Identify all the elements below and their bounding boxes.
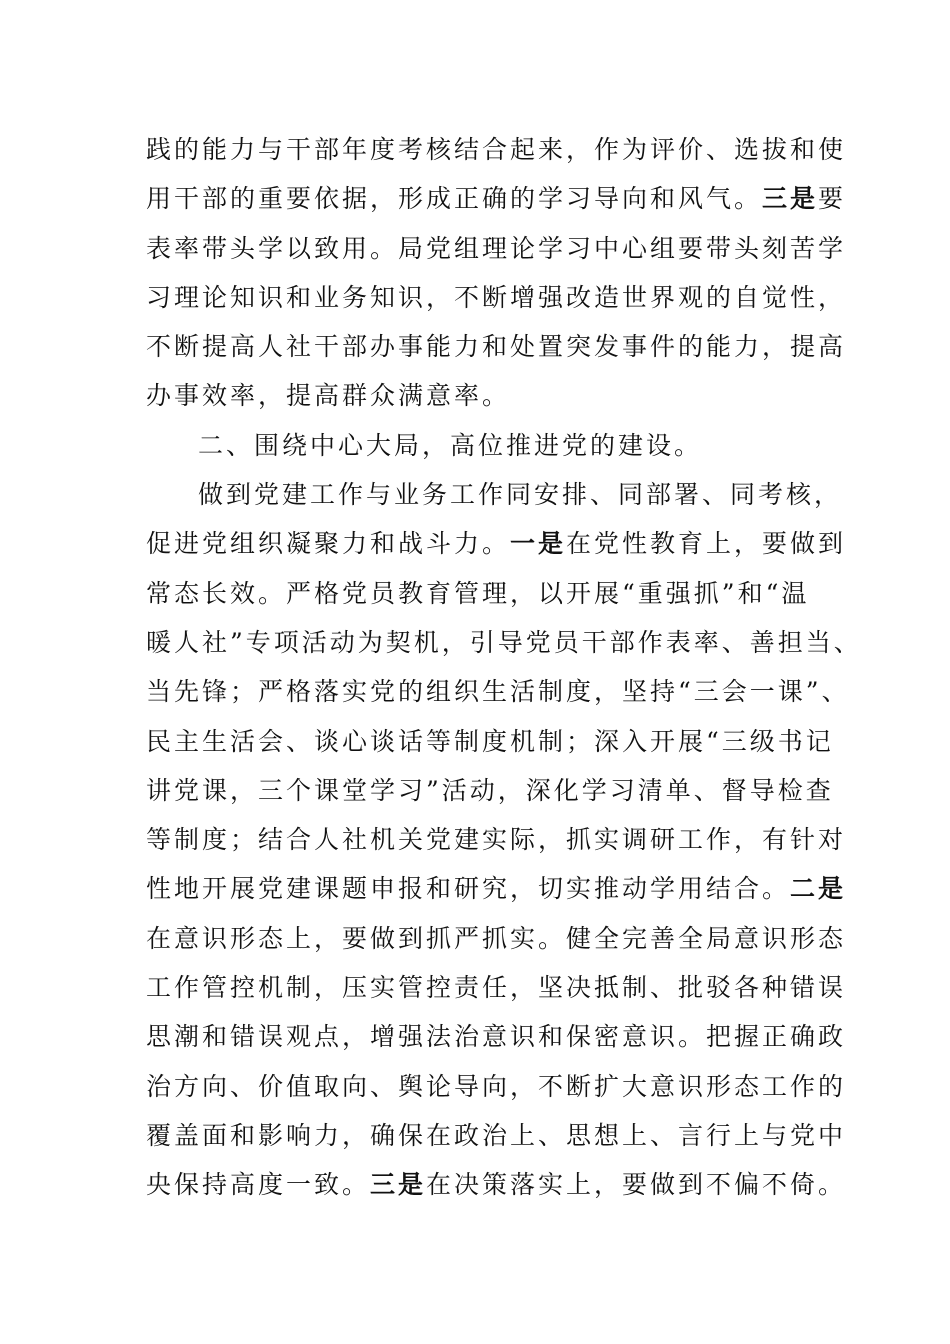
text-span: 性地开展党建课题申报和研究，切实推动学用结合。 bbox=[146, 874, 791, 904]
text-line bbox=[146, 1160, 847, 1209]
text-span: 工作管控机制，压实管控责任，坚决抵制、批驳各种错误 bbox=[146, 973, 847, 1003]
text-span: 表率带头学以致用。局党组理论学习中心组要带头刻苦学 bbox=[146, 233, 847, 263]
text-span: 在党性教育上，要做到 bbox=[566, 529, 847, 559]
text-line bbox=[146, 963, 847, 1012]
text-span: 央保持高度一致。 bbox=[146, 1170, 371, 1200]
text-span: 办事效率，提高群众满意率。 bbox=[146, 381, 511, 411]
text-line bbox=[146, 1012, 847, 1061]
text-line bbox=[146, 717, 834, 766]
bold-marker: 二是 bbox=[790, 874, 847, 904]
text-line bbox=[146, 569, 810, 618]
text-span: 做到党建工作与业务工作同安排、同部署、同考核， bbox=[198, 480, 843, 510]
text-span: 不断提高人社干部办事能力和处置突发事件的能力，提高 bbox=[146, 332, 847, 362]
text-line bbox=[146, 667, 850, 716]
text-line bbox=[146, 1062, 847, 1111]
heading-text: 二、围绕中心大局，高位推进党的建设。 bbox=[198, 430, 703, 460]
text-span: 促进党组织凝聚力和战斗力。 bbox=[146, 529, 511, 559]
text-span: 暖人社”专项活动为契机，引导党员干部作表率、善担当、 bbox=[146, 627, 862, 657]
bold-marker: 三是 bbox=[370, 1170, 427, 1200]
document-body bbox=[146, 125, 862, 1210]
text-span: 治方向、价值取向、舆论导向，不断扩大意识形态工作的 bbox=[146, 1071, 847, 1101]
bold-marker: 三是 bbox=[762, 184, 819, 214]
text-line bbox=[146, 371, 801, 420]
text-line bbox=[146, 914, 847, 963]
text-span: 在意识形态上，要做到抓严抓实。健全完善全局意识形态 bbox=[146, 923, 847, 953]
text-span: 习理论知识和业务知识，不断增强改造世界观的自觉性， bbox=[146, 282, 847, 312]
text-line bbox=[146, 322, 847, 371]
text-span: 覆盖面和影响力，确保在政治上、思想上、言行上与党中 bbox=[146, 1120, 847, 1150]
text-line bbox=[146, 125, 847, 174]
text-line bbox=[146, 470, 843, 519]
section-heading bbox=[146, 421, 801, 470]
text-span: 在决策落实上，要做到不偏不倚。 bbox=[426, 1170, 847, 1200]
text-span: 用干部的重要依据，形成正确的学习导向和风气。 bbox=[146, 184, 763, 214]
text-span: 思潮和错误观点，增强法治意识和保密意识。把握正确政 bbox=[146, 1022, 847, 1052]
text-span: 践的能力与干部年度考核结合起来，作为评价、选拔和使 bbox=[146, 135, 847, 164]
text-line bbox=[146, 174, 847, 223]
text-line bbox=[146, 815, 847, 864]
text-span: 常态长效。严格党员教育管理，以开展“重强抓”和“温 bbox=[146, 578, 810, 608]
text-line bbox=[146, 519, 847, 568]
text-line bbox=[146, 1111, 847, 1160]
text-span: 讲党课，三个课堂学习”活动，深化学习清单、督导检查 bbox=[146, 775, 834, 805]
text-span: 等制度；结合人社机关党建实际，抓实调研工作，有针对 bbox=[146, 825, 847, 855]
text-line bbox=[146, 273, 847, 322]
text-span: 民主生活会、谈心谈话等制度机制；深入开展“三级书记 bbox=[146, 726, 834, 756]
text-line bbox=[146, 864, 847, 913]
text-span: 当先锋；严格落实党的组织生活制度，坚持“三会一课”、 bbox=[146, 677, 850, 707]
text-span: 要 bbox=[818, 184, 847, 214]
text-line bbox=[146, 618, 862, 667]
bold-marker: 一是 bbox=[510, 529, 567, 559]
text-line bbox=[146, 224, 847, 273]
text-line bbox=[146, 766, 834, 815]
